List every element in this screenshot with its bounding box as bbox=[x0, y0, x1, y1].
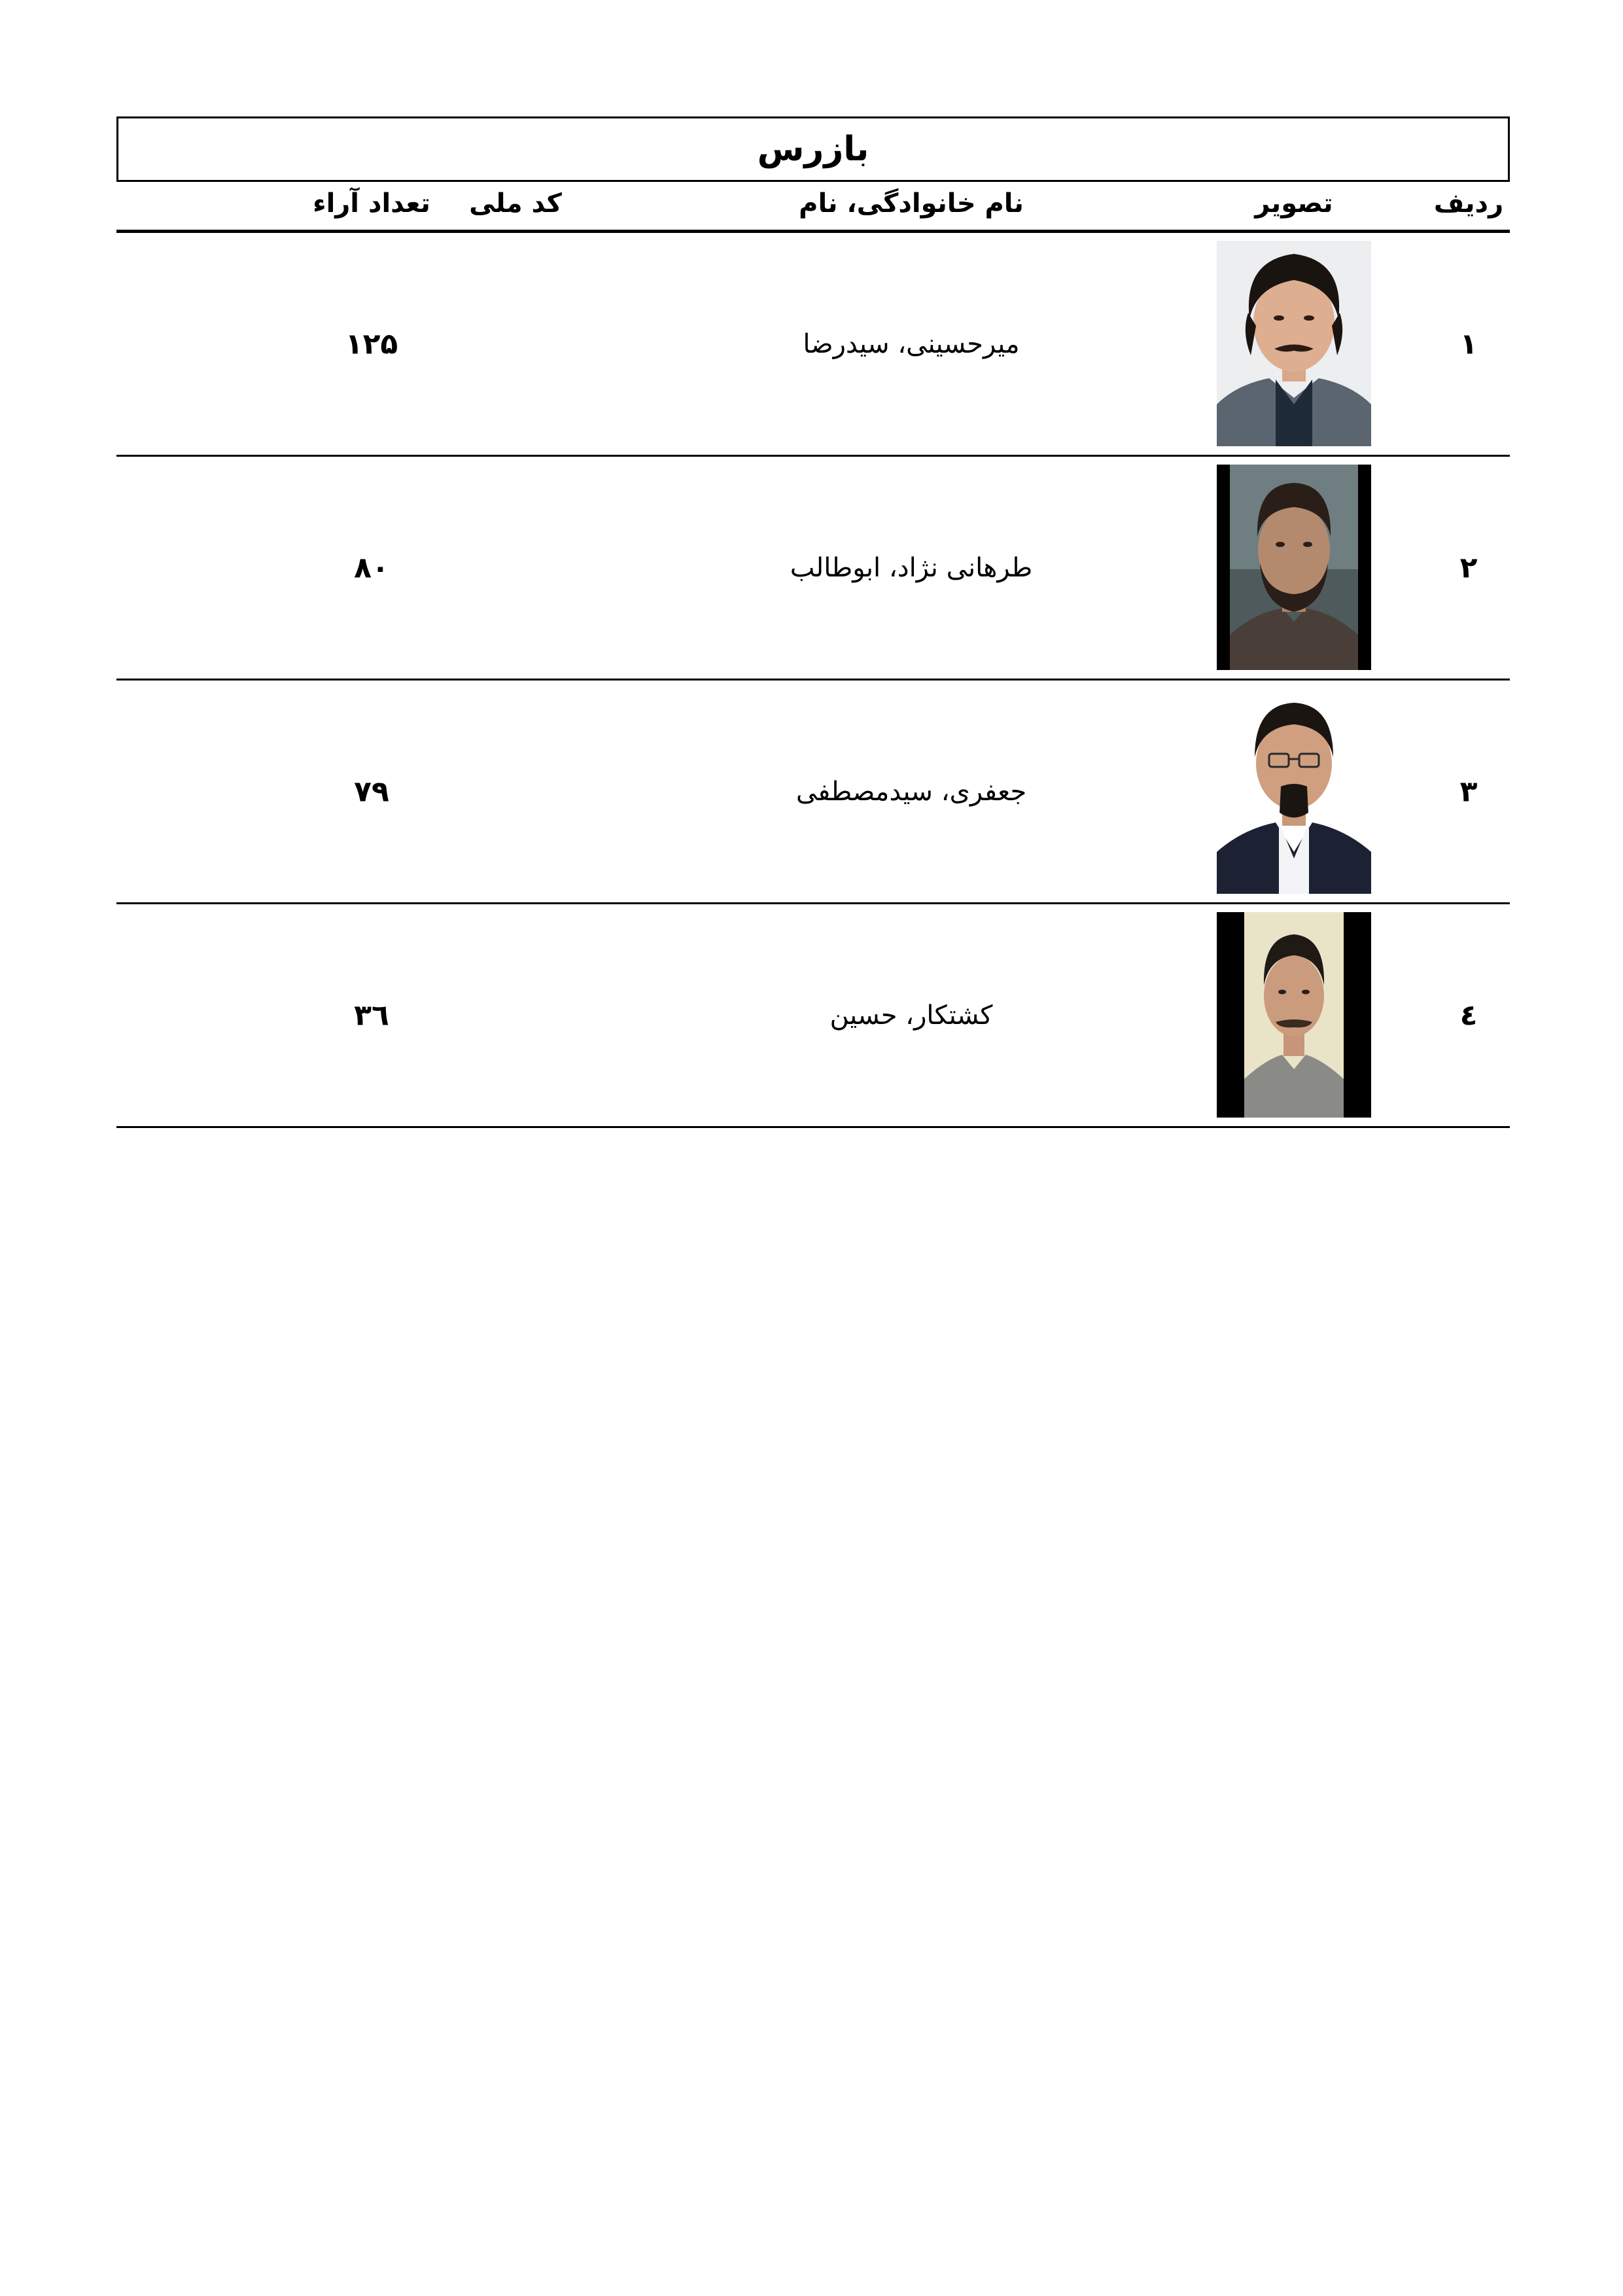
vote-count: ۳٦ bbox=[354, 998, 389, 1032]
portrait-image bbox=[1217, 912, 1371, 1118]
candidate-photo bbox=[1217, 688, 1371, 894]
table-row bbox=[116, 233, 1510, 457]
page-title: بازرس bbox=[116, 116, 1510, 182]
header-name: نام خانوادگی، نام bbox=[799, 188, 1024, 219]
row-number: ٤ bbox=[1459, 998, 1478, 1032]
candidate-name: میرحسینی، سیدرضا bbox=[803, 328, 1020, 359]
header-photo: تصویر bbox=[1255, 188, 1333, 219]
candidate-photo bbox=[1217, 465, 1371, 670]
vote-count: ۷۹ bbox=[354, 775, 389, 808]
candidate-name: طرهانی نژاد، ابوطالب bbox=[790, 552, 1033, 583]
table-row bbox=[116, 904, 1510, 1128]
candidate-photo bbox=[1217, 241, 1371, 446]
row-number: ۲ bbox=[1459, 551, 1478, 584]
table-row bbox=[116, 457, 1510, 680]
header-radif: ردیف bbox=[1433, 188, 1504, 219]
portrait-image bbox=[1217, 688, 1371, 894]
candidate-name: کشتکار، حسین bbox=[829, 1000, 993, 1031]
header-votes: تعداد آراء bbox=[313, 188, 430, 219]
vote-count: ۸۰ bbox=[354, 551, 389, 584]
row-number: ۱ bbox=[1459, 327, 1478, 361]
header-national-code: کد ملی bbox=[469, 188, 562, 219]
row-number: ۳ bbox=[1459, 775, 1478, 808]
results-sheet bbox=[116, 116, 1510, 1128]
portrait-image bbox=[1217, 465, 1371, 670]
candidate-photo bbox=[1217, 912, 1371, 1118]
portrait-image bbox=[1217, 241, 1371, 446]
table-header bbox=[116, 182, 1510, 233]
vote-count: ۱۲۵ bbox=[345, 327, 398, 361]
table-row bbox=[116, 680, 1510, 904]
candidate-name: جعفری، سیدمصطفی bbox=[795, 776, 1027, 807]
